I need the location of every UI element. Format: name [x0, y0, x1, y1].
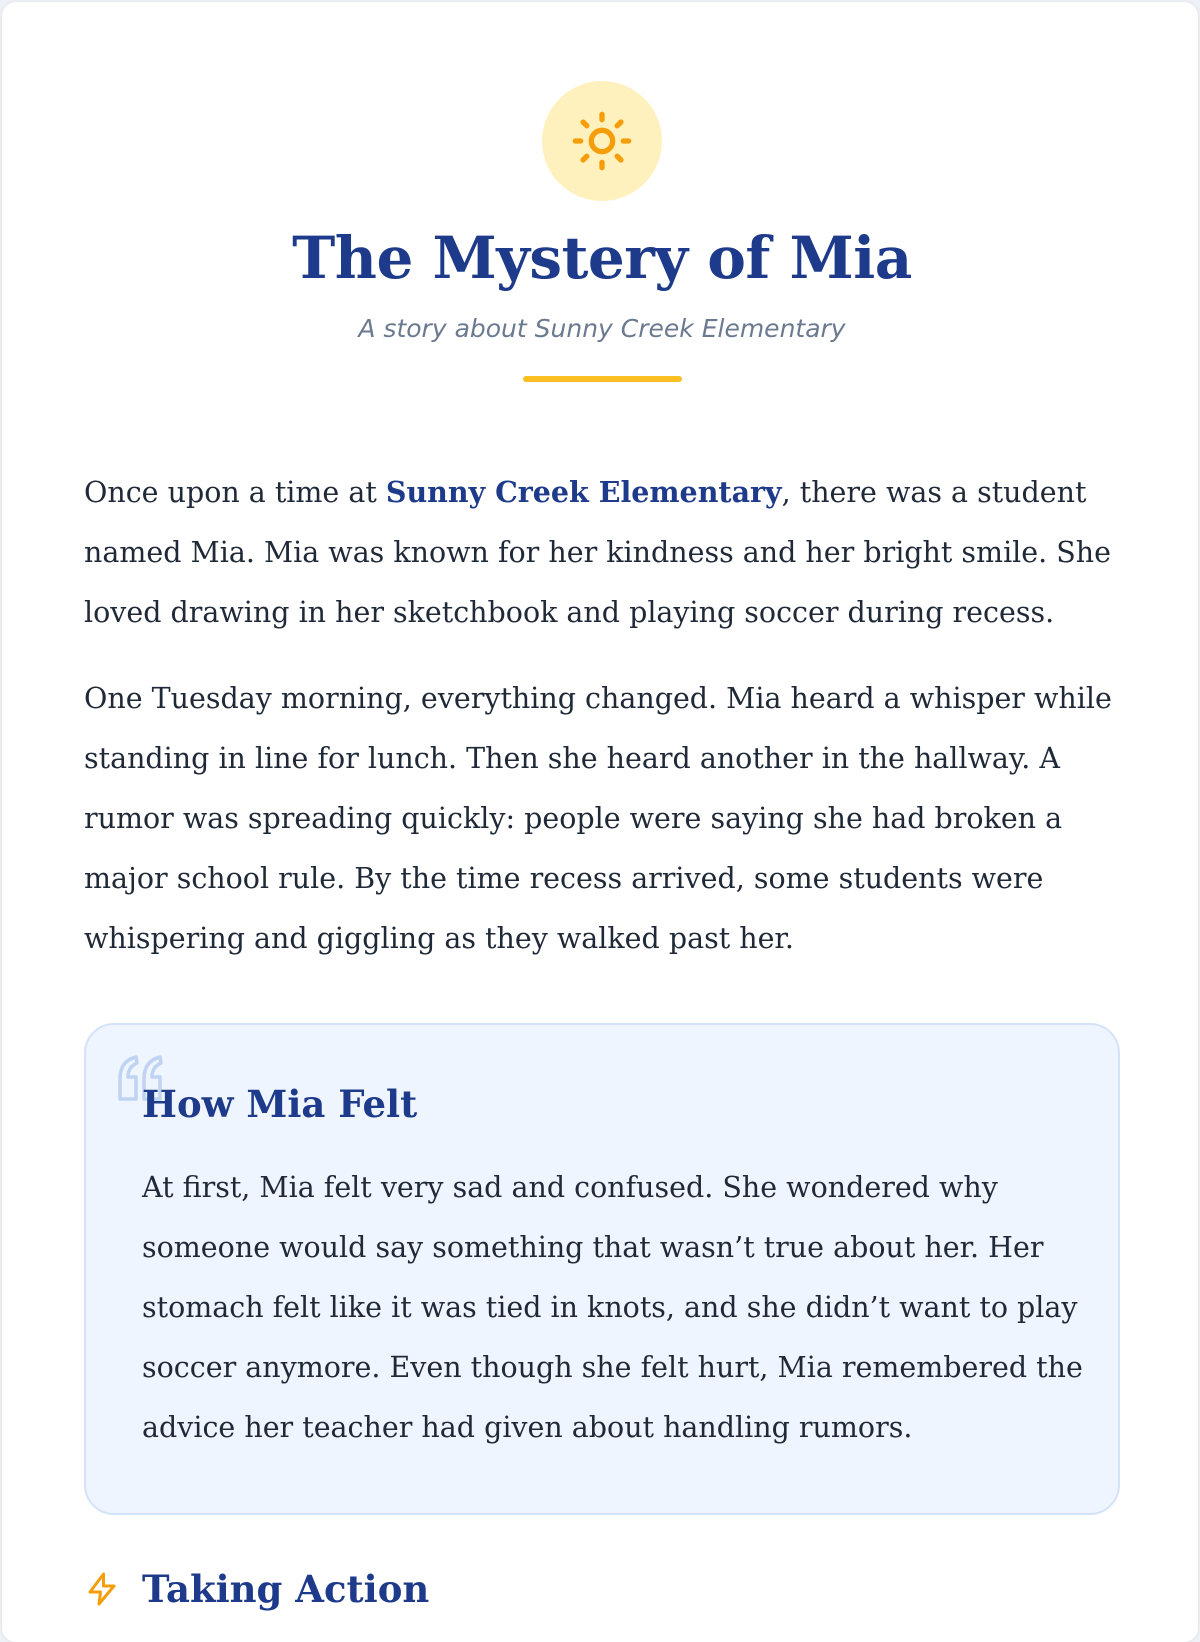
title-divider	[523, 376, 682, 382]
sun-icon	[570, 109, 634, 173]
story-text-run: Once upon a time at	[84, 476, 386, 509]
story-text-run: , there was a student named Mia. Mia was known for her kindness and her bright smile. She loved drawing in her sketchbook and playing soccer during recess.	[84, 476, 1112, 629]
story-text	[84, 462, 1134, 995]
section-title: Taking Action	[142, 1567, 430, 1611]
callout-body: At first, Mia felt very sad and confused. She wondered why someone would say something that wasn’t true about her. Her stomach felt like it was tied in knots, and she didn’t want to play soccer anymore. Even though she felt hurt, Mia remembered the advice her teacher had given about handling rumors.	[142, 1171, 1083, 1444]
page-subtitle: A story about Sunny Creek Elementary	[358, 314, 846, 343]
story-page	[2, 2, 1198, 1642]
section-heading-taking-action	[84, 1567, 429, 1611]
page-title: The Mystery of Mia	[292, 224, 912, 292]
story-paragraph-2: One Tuesday morning, everything changed. Mia heard a whisper while standing in line for lunch. Then she heard another in the hallway. A rumor was spreading quickly: people were saying she had broken a major school rule. By the time recess arrived, some students were whispering and giggling as they walked past her.	[84, 682, 1112, 955]
callout-title: How Mia Felt	[142, 1082, 418, 1126]
feelings-callout	[84, 1023, 1120, 1515]
school-name-highlight: Sunny Creek Elementary	[385, 475, 782, 509]
sun-badge	[542, 81, 662, 201]
lightning-icon	[84, 1569, 120, 1609]
story-paragraph-1	[84, 462, 1134, 643]
